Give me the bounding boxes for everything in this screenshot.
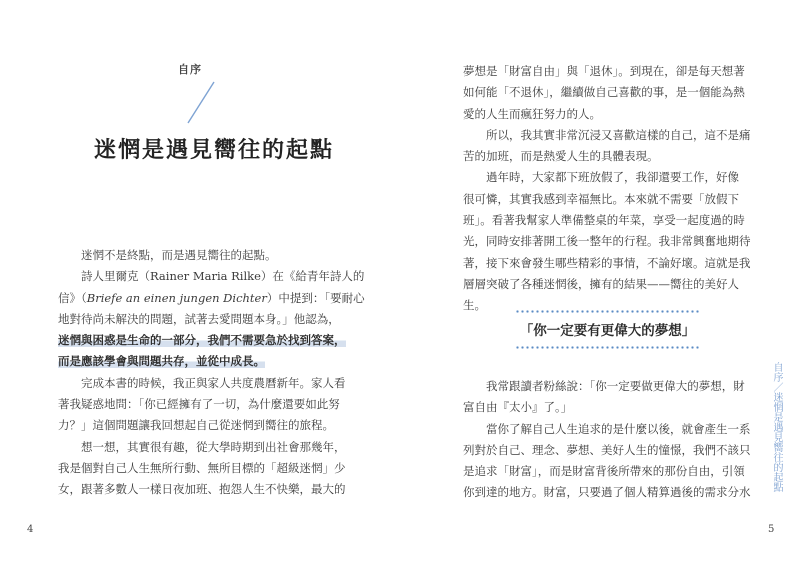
right-body-text-top (463, 61, 763, 317)
text-span: ）中提到：「要耐心 (266, 290, 365, 305)
paragraph-line: 愛的人生而瘋狂努力的人。 (463, 106, 601, 121)
paragraph-line: 層層突破了各種迷惘後，擁有的結果——嚮往的美好人 (463, 276, 739, 291)
text-span: 信》（ (58, 290, 87, 305)
left-body-text (58, 245, 365, 501)
decorative-slash-icon (182, 80, 218, 125)
paragraph-line: 是追求「財富」，而是財富背後所帶來的那份自由，引領 (463, 464, 745, 479)
foreign-title: Briefe an einen jungen Dichter (86, 290, 267, 305)
paragraph-line: 所以，我其實非常沉浸又喜歡這樣的自己，這不是痛 (486, 127, 751, 142)
chapter-label: 自序 (178, 63, 202, 76)
paragraph-line: 班」。看著我幫家人準備整桌的年菜，享受一起度過的時 (463, 213, 745, 228)
highlighted-line (58, 351, 358, 372)
paragraph-line: 我是個對自己人生無所行動、無所目標的「超級迷惘」少 (58, 460, 346, 475)
paragraph-line: 當你了解自己人生追求的是什麼以後，就會產生一系 (486, 421, 751, 436)
paragraph-line (58, 288, 365, 309)
section-heading: 「你一定要有更偉大的夢想」 (519, 323, 696, 339)
paragraph-line: 富自由『太小』了。」 (463, 400, 573, 415)
right-body-text-bottom (463, 376, 763, 504)
highlighted-line (58, 330, 358, 351)
paragraph-line: 迷惘不是終點，而是遇見嚮往的起點。 (81, 248, 277, 262)
paragraph-line: 想一想，其實很有趣，從大學時期到出社會那幾年， (81, 439, 346, 454)
running-header: 自序／迷惘是遇見嚮往的起點 (771, 362, 782, 492)
paragraph-line: 很可憐，其實我感到幸福無比。本來就不需要「放假下 (463, 191, 739, 206)
paragraph-line: 夢想是「財富自由」與「退休」。到現在，卻是每天想著 (463, 64, 745, 78)
highlight: 而是應該學會與問題共存，並從中成長。 (58, 354, 265, 369)
paragraph-line: 力？」這個問題讓我回想起自己從迷惘到嚮往的旅程。 (58, 418, 334, 433)
page-number: 5 (768, 524, 775, 535)
paragraph-line: 我常跟讀者粉絲說：「你一定要做更偉大的夢想，財 (486, 379, 745, 393)
paragraph-line: 地對待尚未解決的問題，試著去愛問題本身。」他認為， (58, 311, 340, 326)
chapter-title: 迷惘是遇見嚮往的起點 (94, 137, 335, 163)
paragraph-line: 列對於自己、理念、夢想、美好人生的憧憬，我們不該只 (463, 442, 751, 457)
paragraph-line: 生。 (463, 298, 486, 313)
paragraph-line: 著我疑惑地問：「你已經擁有了一切，為什麼還要如此努 (58, 397, 340, 412)
paragraph-line: 女，跟著多數人一樣日夜加班、抱怨人生不快樂，最大的 (58, 482, 346, 497)
section-heading-box (515, 310, 700, 349)
paragraph-line: 你到達的地方。財富，只要過了個人精算過後的需求分水 (463, 485, 751, 500)
paragraph-line: 苦的加班，而是熱愛人生的具體表現。 (463, 149, 659, 164)
paragraph-line: 著，接下來會發生哪些精彩的事情，不論好壞。這就是我 (463, 255, 751, 270)
paragraph-line: 完成本書的時候，我正與家人共度農曆新年。家人看 (81, 375, 346, 390)
highlight: 迷惘與困惑是生命的一部分，我們不需要急於找到答案， (58, 333, 346, 348)
paragraph-line: 如何能「不退休」，繼續做自己喜歡的事，是一個能為熱 (463, 85, 745, 100)
paragraph-line: 詩人里爾克（Rainer Maria Rilke）在《給青年詩人的 (81, 269, 365, 284)
paragraph-line: 光，同時安排著開工後一整年的行程。我非常興奮地期待 (463, 234, 751, 249)
paragraph-line: 過年時，大家都下班放假了，我卻還要工作，好像 (486, 170, 739, 185)
dotted-rule-bottom (515, 346, 700, 349)
page-number: 4 (27, 524, 34, 535)
